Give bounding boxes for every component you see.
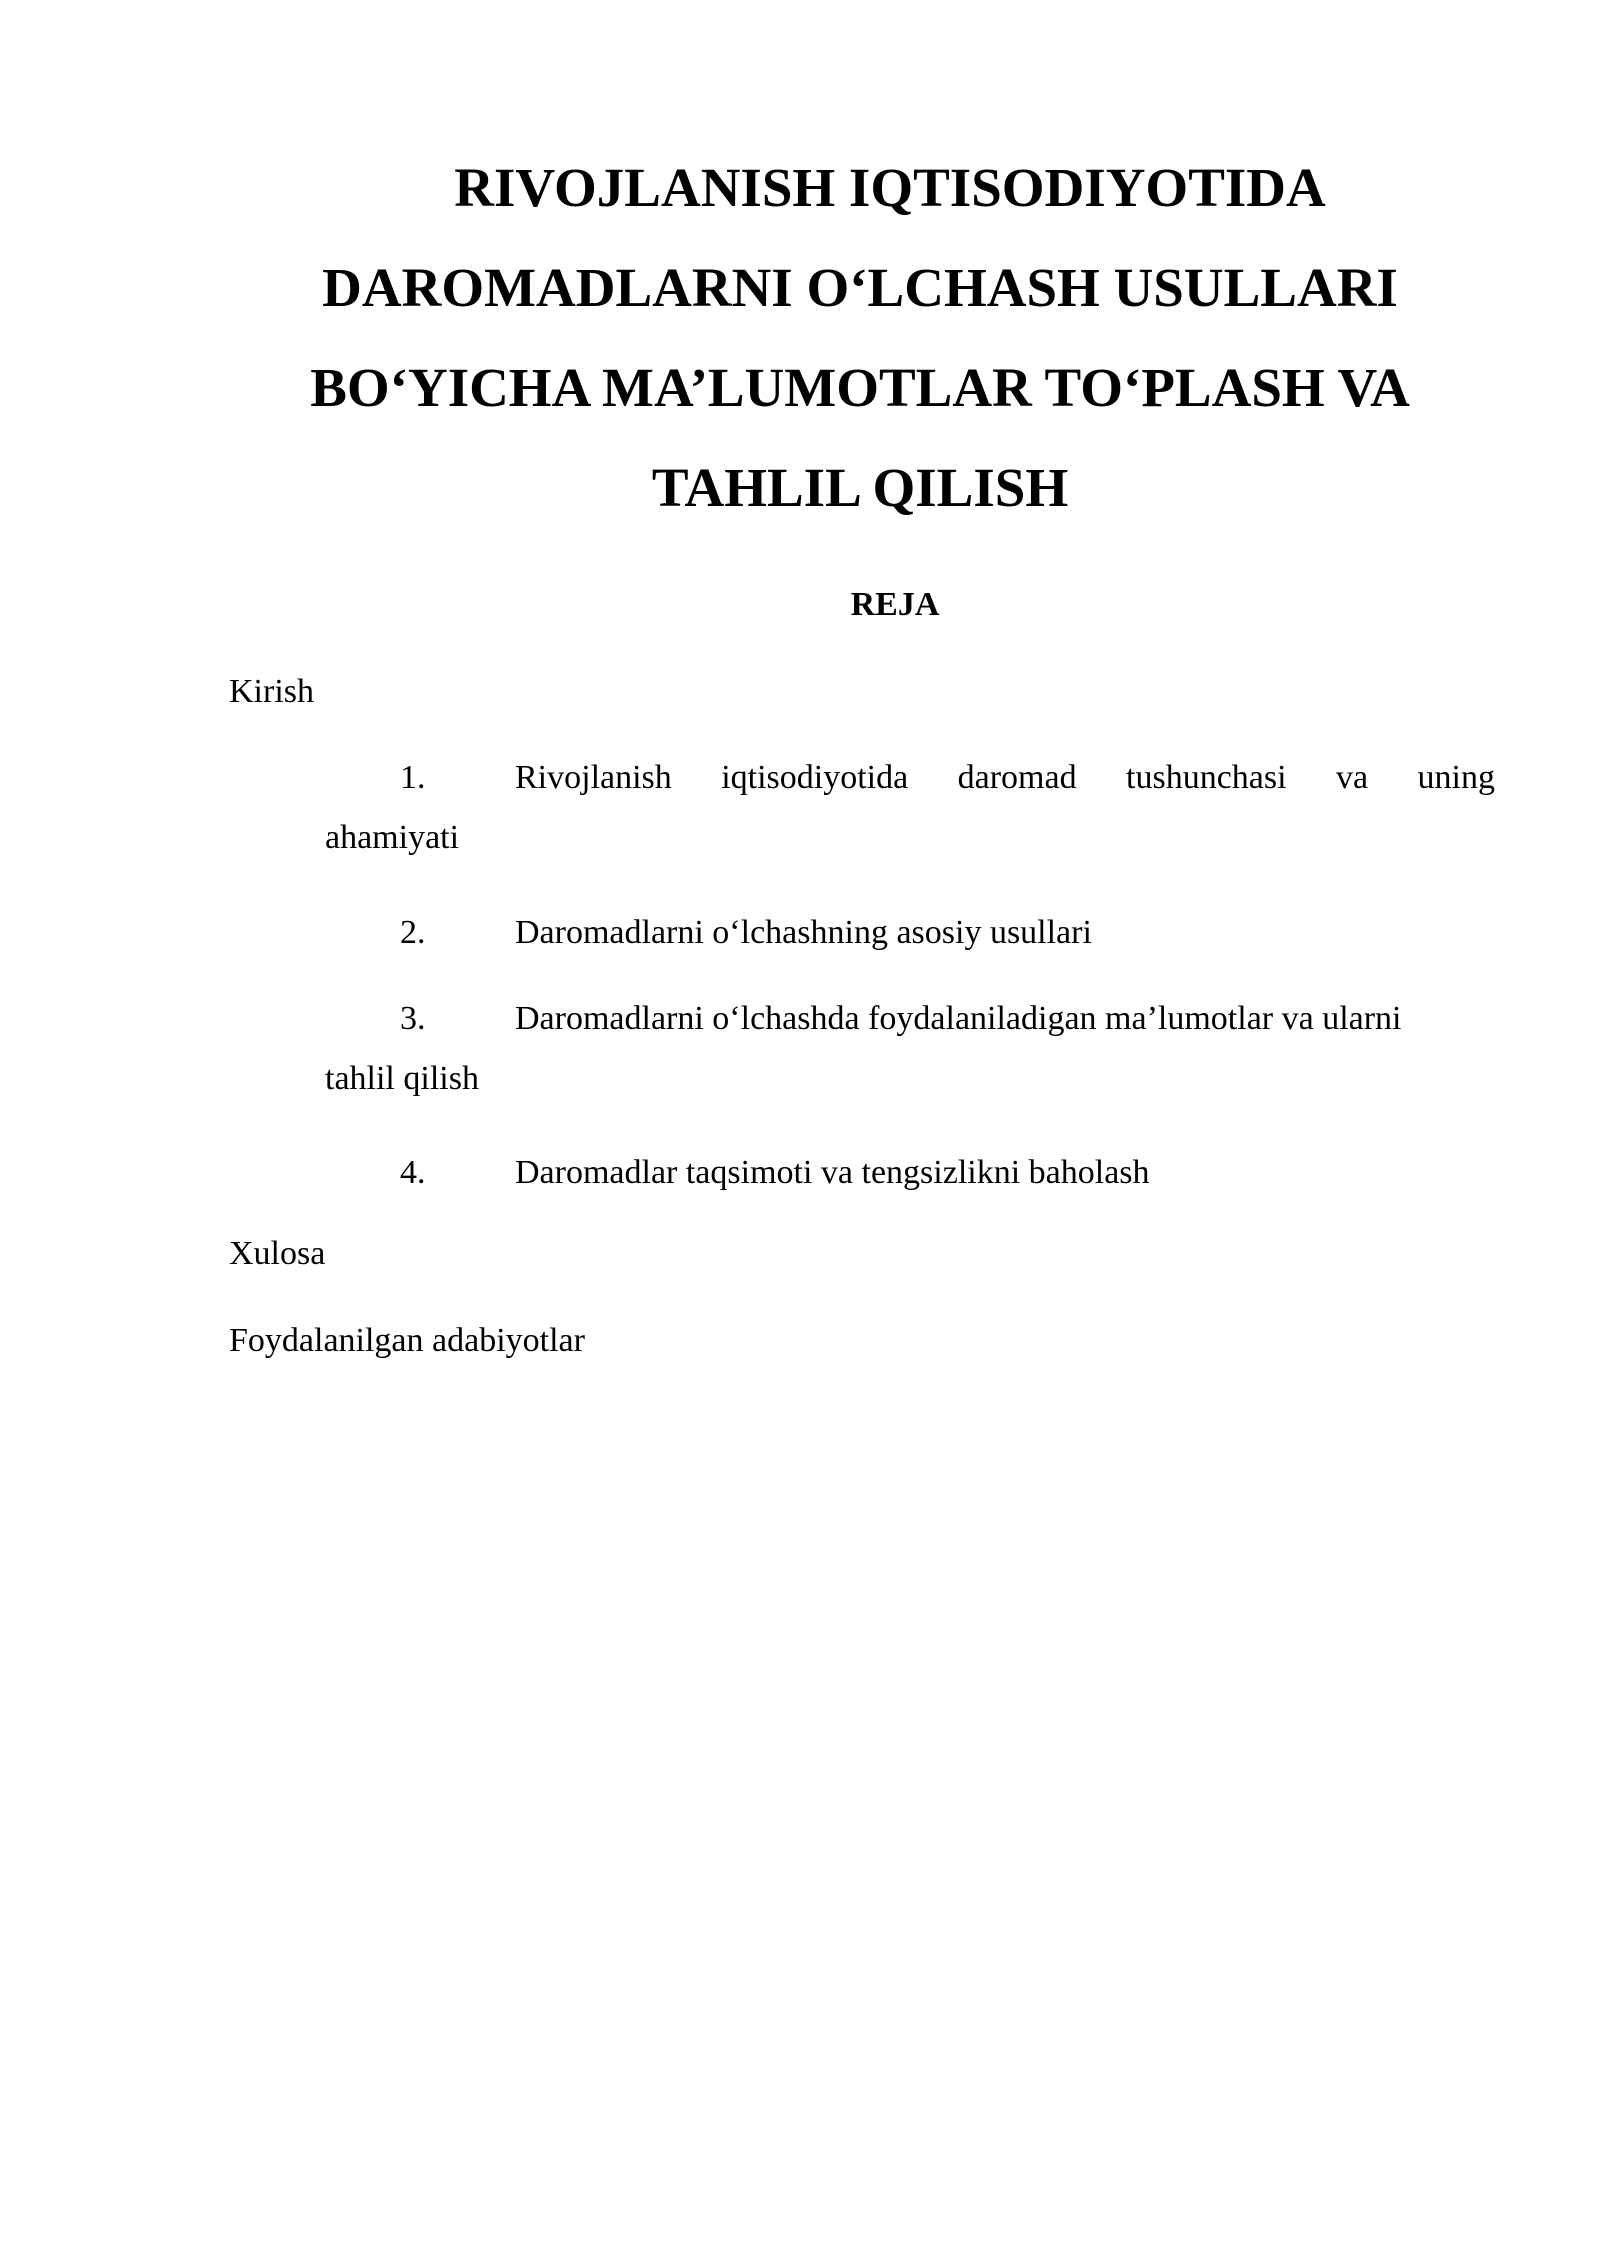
word: tushunchasi (1126, 759, 1287, 796)
title-line-4: TAHLIL QILISH (651, 457, 1069, 518)
plan-item-number: 1. (400, 759, 426, 796)
plan-item-text: Daromadlarni o‘lchashning asosiy usullari (515, 914, 1092, 951)
plan-item-continuation: ahamiyati (325, 819, 460, 856)
conclusion-entry: Xulosa (229, 1235, 326, 1272)
plan-item-3 (325, 986, 1495, 1112)
plan-item-text: Daromadlar taqsimoti va tengsizlikni baholash (515, 1154, 1150, 1191)
title-line-3: BO‘YICHA MA’LUMOTLAR TO‘PLASH VA (310, 357, 1410, 418)
title-line-2: DAROMADLARNI O‘LCHASH USULLARI (322, 257, 1398, 318)
word: va (1335, 759, 1369, 796)
word: iqtisodiyotida (721, 759, 909, 796)
word: uning (1417, 759, 1495, 796)
intro-entry: Kirish (229, 673, 314, 710)
plan-item-text: Daromadlarni o‘lchashda foydalaniladigan ma’lumotlar va ularni (515, 1000, 1402, 1037)
plan-heading: REJA (850, 586, 940, 623)
word: Rivojlanish (515, 759, 672, 796)
plan-item-4 (325, 1140, 1495, 1206)
word: daromad (957, 759, 1077, 796)
title-line-1: RIVOJLANISH IQTISODIYOTIDA (454, 157, 1326, 218)
plan-item-continuation: tahlil qilish (325, 1060, 479, 1097)
plan-item-1 (325, 745, 1495, 871)
plan-item-number: 4. (400, 1154, 426, 1191)
plan-item-2 (325, 900, 1495, 966)
references-entry: Foydalanilgan adabiyotlar (229, 1322, 585, 1359)
plan-item-number: 3. (400, 1000, 426, 1037)
plan-item-text (515, 745, 1495, 811)
plan-item-number: 2. (400, 914, 426, 951)
document-title (200, 138, 1520, 538)
